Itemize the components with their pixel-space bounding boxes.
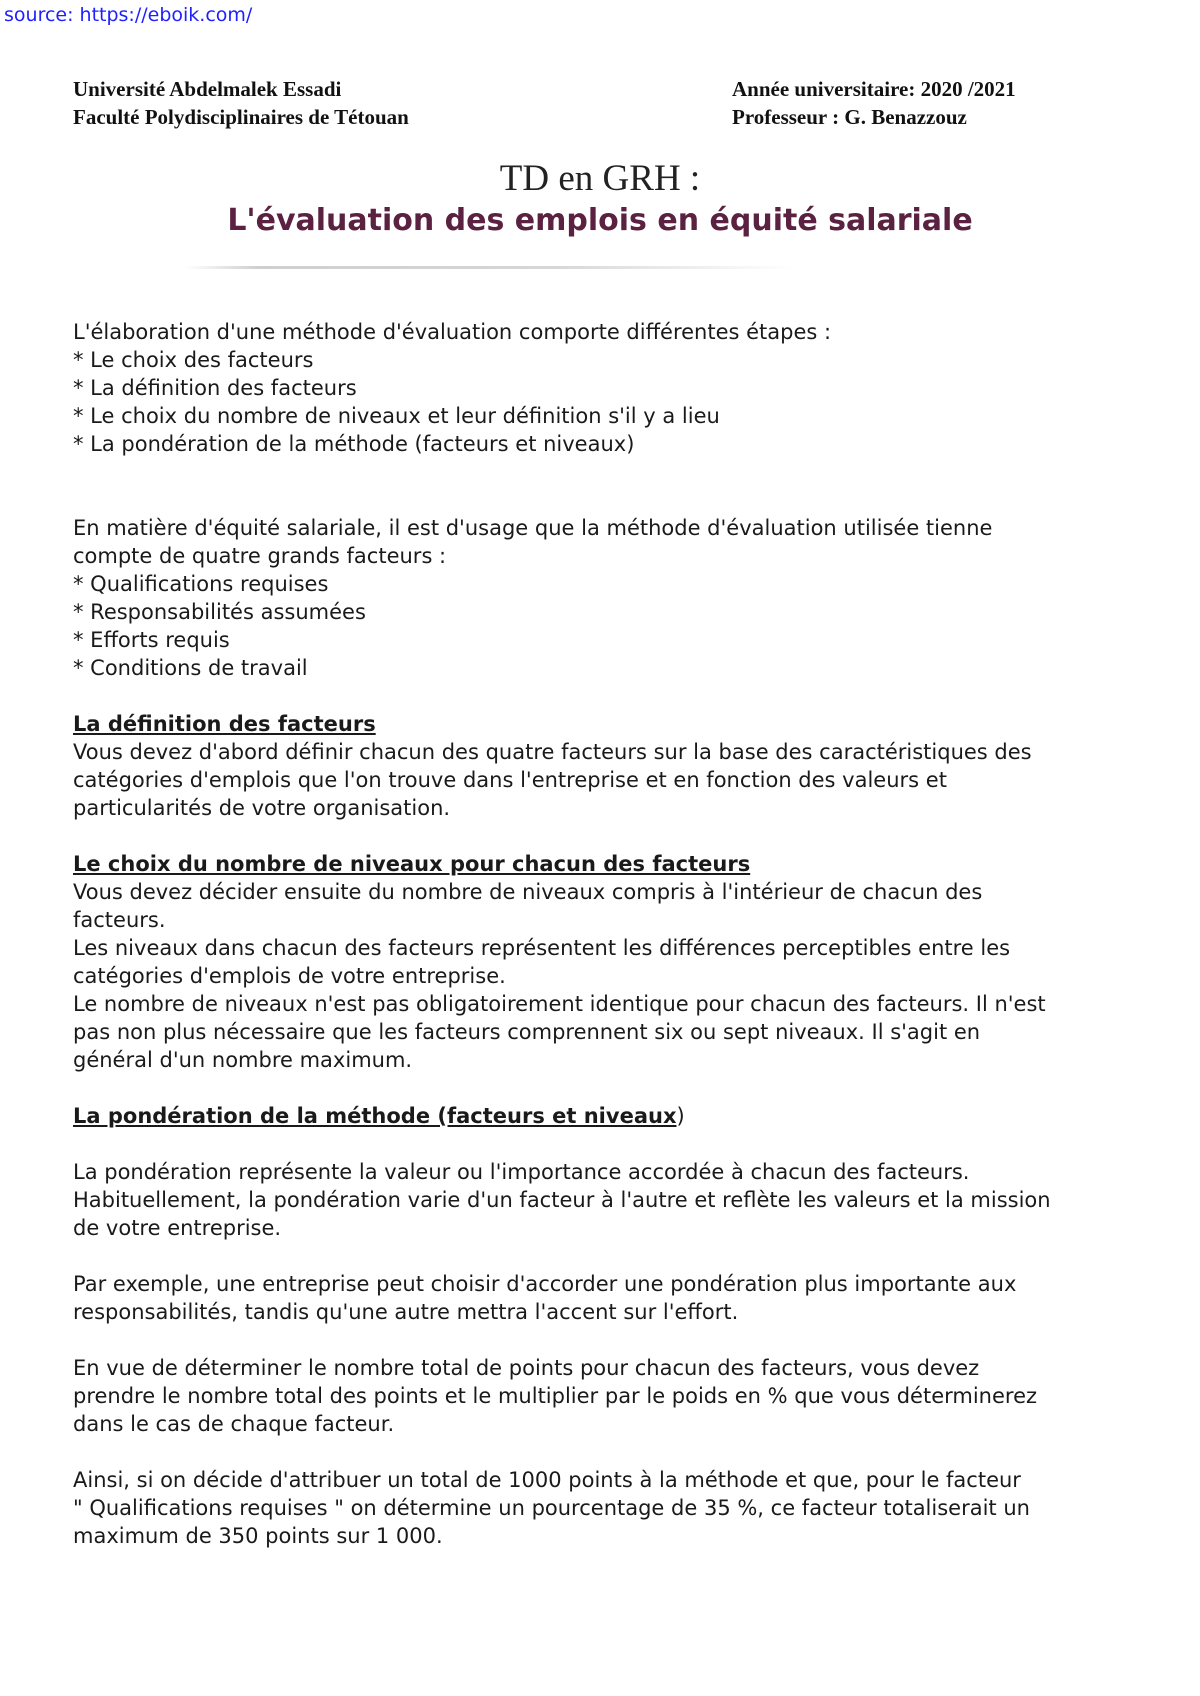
- paragraph-line: En vue de déterminer le nombre total de points pour chacun des facteurs, vous devez: [73, 1356, 980, 1380]
- weighting-section-heading: [73, 1102, 1073, 1130]
- definition-section: [73, 710, 1073, 822]
- paragraph-line: maximum de 350 points sur 1 000.: [73, 1524, 443, 1548]
- intro-lead: L'élaboration d'une méthode d'évaluation comporte différentes étapes :: [73, 320, 832, 344]
- factors-lead-line: compte de quatre grands facteurs :: [73, 544, 447, 568]
- heading-closing-paren: ): [676, 1104, 685, 1128]
- paragraph-line: Vous devez décider ensuite du nombre de niveaux compris à l'intérieur de chacun des: [73, 880, 983, 904]
- paragraph-line: de votre entreprise.: [73, 1216, 282, 1240]
- weighting-paragraph-1: [73, 1158, 1073, 1242]
- list-item: * Responsabilités assumées: [73, 600, 366, 624]
- document-subtitle: L'évaluation des emplois en équité salariale: [227, 203, 973, 238]
- paragraph-line: général d'un nombre maximum.: [73, 1048, 413, 1072]
- university-name: Université Abdelmalek Essadi: [73, 77, 342, 101]
- factors-lead-line: En matière d'équité salariale, il est d'usage que la méthode d'évaluation utilisée tienne: [73, 516, 993, 540]
- list-item: * Qualifications requises: [73, 572, 329, 596]
- section-heading-weighting: La pondération de la méthode (facteurs et niveaux: [73, 1104, 677, 1128]
- title-divider: [185, 266, 795, 269]
- professor-name: Professeur : G. Benazzouz: [732, 105, 967, 129]
- intro-paragraph: [73, 318, 1073, 458]
- paragraph-line: Les niveaux dans chacun des facteurs représentent les différences perceptibles entre les: [73, 936, 1011, 960]
- list-item: * Le choix du nombre de niveaux et leur définition s'il y a lieu: [73, 404, 720, 428]
- list-item: * La pondération de la méthode (facteurs et niveaux): [73, 432, 635, 456]
- paragraph-line: dans le cas de chaque facteur.: [73, 1412, 395, 1436]
- paragraph-line: pas non plus nécessaire que les facteurs comprennent six ou sept niveaux. Il s'agit en: [73, 1020, 981, 1044]
- list-item: * Conditions de travail: [73, 656, 308, 680]
- paragraph-line: Vous devez d'abord définir chacun des quatre facteurs sur la base des caractéristiques des: [73, 740, 1032, 764]
- document-title: TD en GRH :: [499, 158, 701, 199]
- paragraph-line: Le nombre de niveaux n'est pas obligatoirement identique pour chacun des facteurs. Il n'est: [73, 992, 1046, 1016]
- weighting-paragraph-3: [73, 1354, 1073, 1438]
- weighting-paragraph-4: [73, 1466, 1073, 1550]
- section-heading-levels: Le choix du nombre de niveaux pour chacun des facteurs: [73, 852, 751, 876]
- academic-year: Année universitaire: 2020 /2021: [732, 77, 1016, 101]
- paragraph-line: facteurs.: [73, 908, 166, 932]
- paragraph-line: La pondération représente la valeur ou l'importance accordée à chacun des facteurs.: [73, 1160, 970, 1184]
- factors-paragraph: [73, 514, 1073, 682]
- course-info-header: [732, 75, 1016, 131]
- source-link[interactable]: source: https://eboik.com/: [4, 4, 253, 26]
- list-item: * La définition des facteurs: [73, 376, 357, 400]
- list-item: * Le choix des facteurs: [73, 348, 314, 372]
- section-heading-definition: La définition des facteurs: [73, 712, 376, 736]
- paragraph-line: " Qualifications requises " on détermine un pourcentage de 35 %, ce facteur totaliserait un: [73, 1496, 1030, 1520]
- paragraph-line: Habituellement, la pondération varie d'un facteur à l'autre et reflète les valeurs et la mission: [73, 1188, 1051, 1212]
- list-item: * Efforts requis: [73, 628, 230, 652]
- paragraph-line: catégories d'emplois de votre entreprise.: [73, 964, 506, 988]
- paragraph-line: Ainsi, si on décide d'attribuer un total de 1000 points à la méthode et que, pour le facteur: [73, 1468, 1021, 1492]
- institution-header: [73, 75, 409, 131]
- paragraph-line: responsabilités, tandis qu'une autre mettra l'accent sur l'effort.: [73, 1300, 739, 1324]
- levels-section: [73, 850, 1073, 1074]
- paragraph-line: prendre le nombre total des points et le multiplier par le poids en % que vous déterminerez: [73, 1384, 1038, 1408]
- paragraph-line: catégories d'emplois que l'on trouve dans l'entreprise et en fonction des valeurs et: [73, 768, 947, 792]
- paragraph-line: Par exemple, une entreprise peut choisir d'accorder une pondération plus importante aux: [73, 1272, 1017, 1296]
- weighting-paragraph-2: [73, 1270, 1073, 1326]
- paragraph-line: particularités de votre organisation.: [73, 796, 451, 820]
- document-body: [73, 318, 1073, 1550]
- faculty-name: Faculté Polydisciplinaires de Tétouan: [73, 105, 409, 129]
